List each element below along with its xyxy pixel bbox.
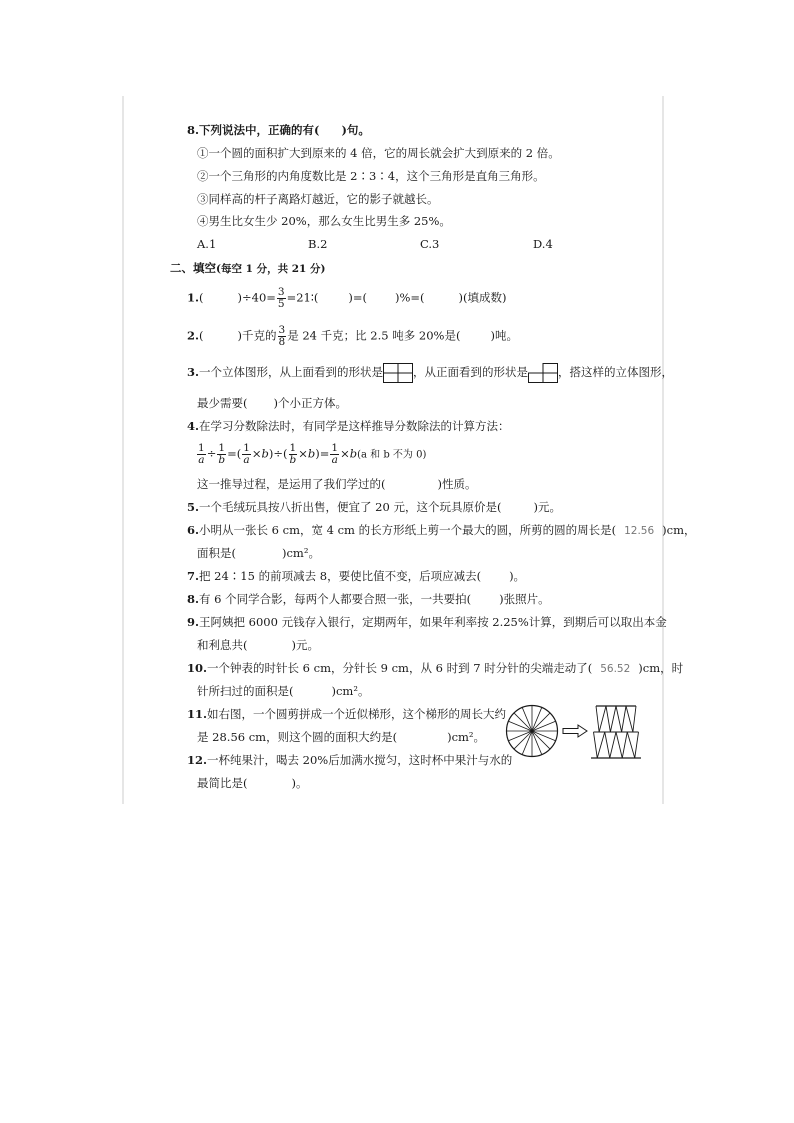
fill-9-line-2: 和利息共( )元。 xyxy=(197,638,319,652)
trapezoid-sector-line xyxy=(597,732,605,758)
fill-12-line-2: 最简比是( )。 xyxy=(197,776,308,790)
fill-6-line-1: 6.小明从一张长 6 cm，宽 4 cm 的长方形纸上剪一个最大的圆，所剪的圆的周长是( 12.56 )cm， xyxy=(187,523,696,537)
right-arrow-icon xyxy=(562,724,588,738)
cut-circle-figure xyxy=(505,704,559,758)
fill-11-line-2: 是 28.56 cm，则这个圆的面积大约是( )cm²。 xyxy=(197,730,486,744)
trapezoid-sector-line xyxy=(594,732,598,758)
fill-4-formula: $\frac{1}{a}$ ÷ $\frac{1}{b}$ =( $\frac{1}{a}$ ×b)÷( $\frac{1}{b}$ ×b)= $\frac{1}{a}$ ×b(a 和 b 不为 0) xyxy=(198,442,427,466)
fill-5: 5.一个毛绒玩具按八折出售，便宜了 20 元，这个玩具原价是( )元。 xyxy=(187,500,561,514)
section-2-heading: 二、填空(每空 1 分，共 21 分) xyxy=(170,261,326,275)
q8-option-d[interactable]: D.4 xyxy=(533,237,553,251)
q8-stem: 8.下列说法中，正确的有( )句。 xyxy=(187,123,370,137)
top-view-grid-icon xyxy=(383,363,413,383)
fill-3-line-2: 最少需要( )个小正方体。 xyxy=(197,396,347,410)
front-view-grid-icon xyxy=(528,363,558,383)
fill-9-line-1: 9.王阿姨把 6000 元钱存入银行，定期两年，如果年利率按 2.25%计算，到期后可以取出本金 xyxy=(187,615,667,629)
answer-12-56: 12.56 xyxy=(624,525,655,537)
trapezoid-sector-line xyxy=(622,706,626,732)
trapezoid-sector-line xyxy=(610,732,616,758)
trapezoid-sector-line xyxy=(596,706,599,732)
trapezoid-sector-line xyxy=(626,706,633,732)
fill-1: 1.( )÷40= $\frac{3}{5}$ =21∶( )=( )%=( )(填成数) xyxy=(187,286,507,310)
trapezoid-sector-line xyxy=(606,706,610,732)
q8-statement-4: ④男生比女生少 20%，那么女生比男生多 25%。 xyxy=(197,214,451,228)
circle-sector-line xyxy=(514,731,532,749)
trapezoid-sector-line xyxy=(633,706,636,732)
fill-6-line-2: 面积是( )cm²。 xyxy=(197,546,320,560)
answer-56-52: 56.52 xyxy=(600,663,631,675)
circle-sector-line xyxy=(532,731,550,749)
trapezoid-sector-line xyxy=(599,706,606,732)
q8-statement-3: ③同样高的杆子离路灯越近，它的影子就越长。 xyxy=(197,192,439,206)
fill-7: 7.把 24∶15 的前项减去 8，要使比值不变，后项应减去( )。 xyxy=(187,569,526,583)
fill-11-line-1: 11.如右图，一个圆剪拼成一个近似梯形，这个梯形的周长大约 xyxy=(187,707,507,721)
q8-option-a[interactable]: A.1 xyxy=(197,237,217,251)
trapezoid-sector-line xyxy=(622,732,627,758)
q8-option-c[interactable]: C.3 xyxy=(420,237,440,251)
fill-2: 2.( )千克的 $\frac{3}{8}$ 是 24 千克；比 2.5 吨多 20%是( )吨。 xyxy=(187,324,518,348)
fraction-3-8: $\frac{3}{8}$ xyxy=(278,324,286,348)
fill-4-line-1: 4.在学习分数除法时，有同学是这样推导分数除法的计算方法： xyxy=(187,419,510,433)
fill-10-line-2: 针所扫过的面积是( )cm²。 xyxy=(197,684,370,698)
trapezoid-sector-line xyxy=(616,706,622,732)
circle-sector-line xyxy=(514,713,532,731)
fill-10-line-1: 10.一个钟表的时针长 6 cm，分针长 9 cm，从 6 时到 7 时分针的尖端走动了( 56.52 )cm，时 xyxy=(187,661,684,675)
approx-trapezoid-figure xyxy=(590,704,642,760)
q8-statement-2: ②一个三角形的内角度数比是 2∶3∶4，这个三角形是直角三角形。 xyxy=(197,169,545,183)
fill-4-line-3: 这一推导过程，是运用了我们学过的( )性质。 xyxy=(197,477,477,491)
trapezoid-sector-line xyxy=(627,732,635,758)
circle-sector-line xyxy=(532,713,550,731)
trapezoid-sector-line xyxy=(635,732,639,758)
fraction-3-5: $\frac{3}{5}$ xyxy=(277,286,285,310)
fill-12-line-1: 12.一杯纯果汁，喝去 20%后加满水搅匀，这时杯中果汁与水的 xyxy=(187,753,513,767)
trapezoid-sector-line xyxy=(616,732,622,758)
trapezoid-sector-line xyxy=(610,706,616,732)
trapezoid-sector-line xyxy=(605,732,610,758)
fill-8: 8.有 6 个同学合影，每两个人都要合照一张，一共要拍( )张照片。 xyxy=(187,592,550,606)
q8-option-b[interactable]: B.2 xyxy=(308,237,328,251)
fill-3-line-1: 3.一个立体图形，从上面看到的形状是 ，从正面看到的形状是 ，搭这样的立体图形， xyxy=(187,363,673,383)
q8-statement-1: ①一个圆的面积扩大到原来的 4 倍，它的周长就会扩大到原来的 2 倍。 xyxy=(197,146,560,160)
